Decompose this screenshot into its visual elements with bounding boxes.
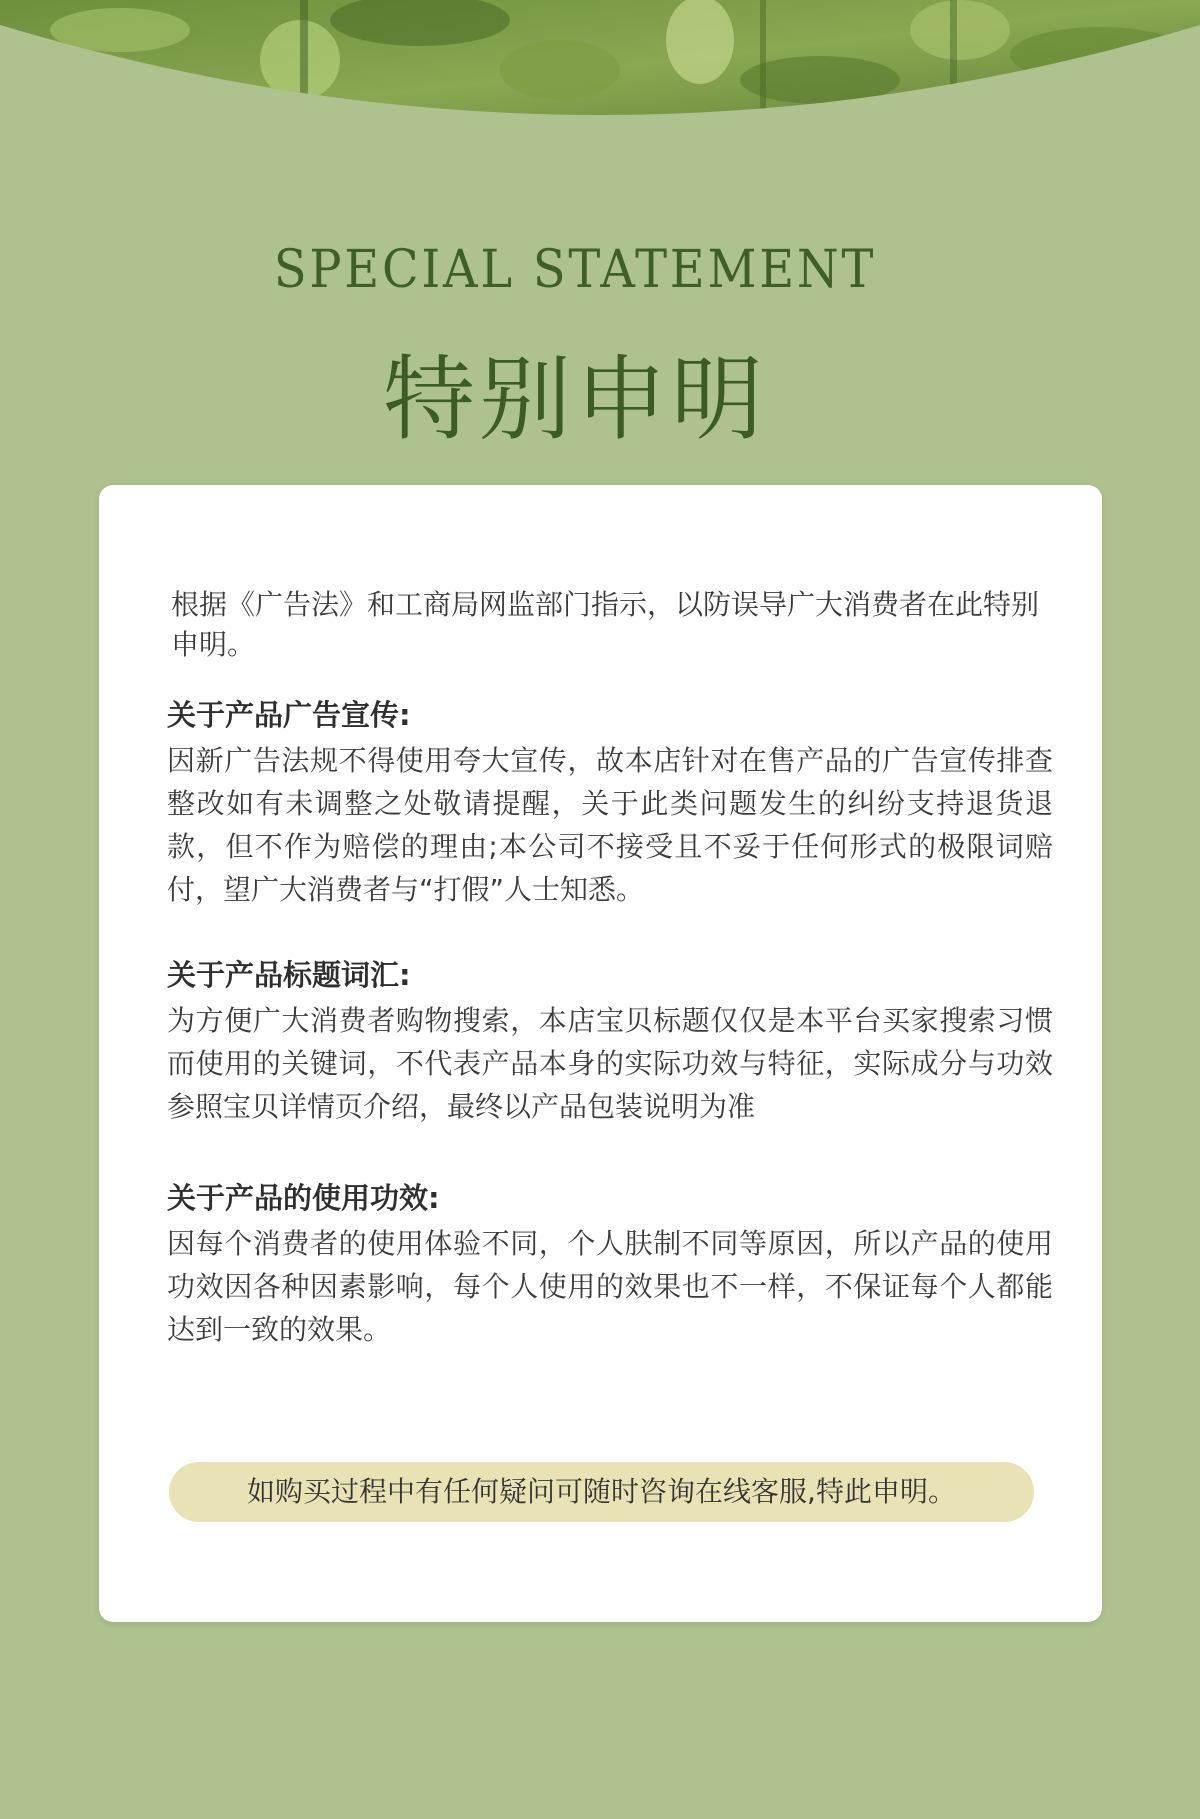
- intro-text: 根据《广告法》和工商局网监部门指示，以防误导广大消费者在此特别申明。: [171, 588, 1040, 661]
- title-english: SPECIAL STATEMENT: [273, 240, 877, 300]
- section-title: 关于产品标题词汇:: [167, 958, 411, 992]
- section-title: 关于产品的使用功效:: [167, 1181, 440, 1215]
- section-title-keywords: [167, 955, 1053, 1128]
- section-body: 因新广告法规不得使用夸大宣传，故本店针对在售产品的广告宣传排查整改如有未调整之处敬请提醒，关于此类问题发生的纠纷支持退货退款，但不作为赔偿的理由;本公司不接受且不妥于任何形式的极限词赔付，望广大消费者与“打假”人士知悉。: [167, 744, 1053, 906]
- section-body: 为方便广大消费者购物搜索，本店宝贝标题仅仅是本平台买家搜索习惯而使用的关键词，不代表产品本身的实际功效与特征，实际成分与功效参照宝贝详情页介绍，最终以产品包装说明为准: [167, 1004, 1053, 1123]
- section-body: 因每个消费者的使用体验不同，个人肤制不同等原因，所以产品的使用功效因各种因素影响，每个人使用的效果也不一样，不保证每个人都能达到一致的效果。: [167, 1227, 1053, 1346]
- customer-service-notice: 如购买过程中有任何疑问可随时咨询在线客服,特此申明。: [169, 1462, 1034, 1522]
- section-advertising: [167, 695, 1053, 911]
- statement-card: [99, 485, 1102, 1622]
- section-efficacy: [167, 1178, 1053, 1351]
- leaf-photo-banner: [0, 0, 1200, 140]
- section-title: 关于产品广告宣传:: [167, 698, 411, 732]
- title-chinese: 特别申明: [382, 346, 767, 453]
